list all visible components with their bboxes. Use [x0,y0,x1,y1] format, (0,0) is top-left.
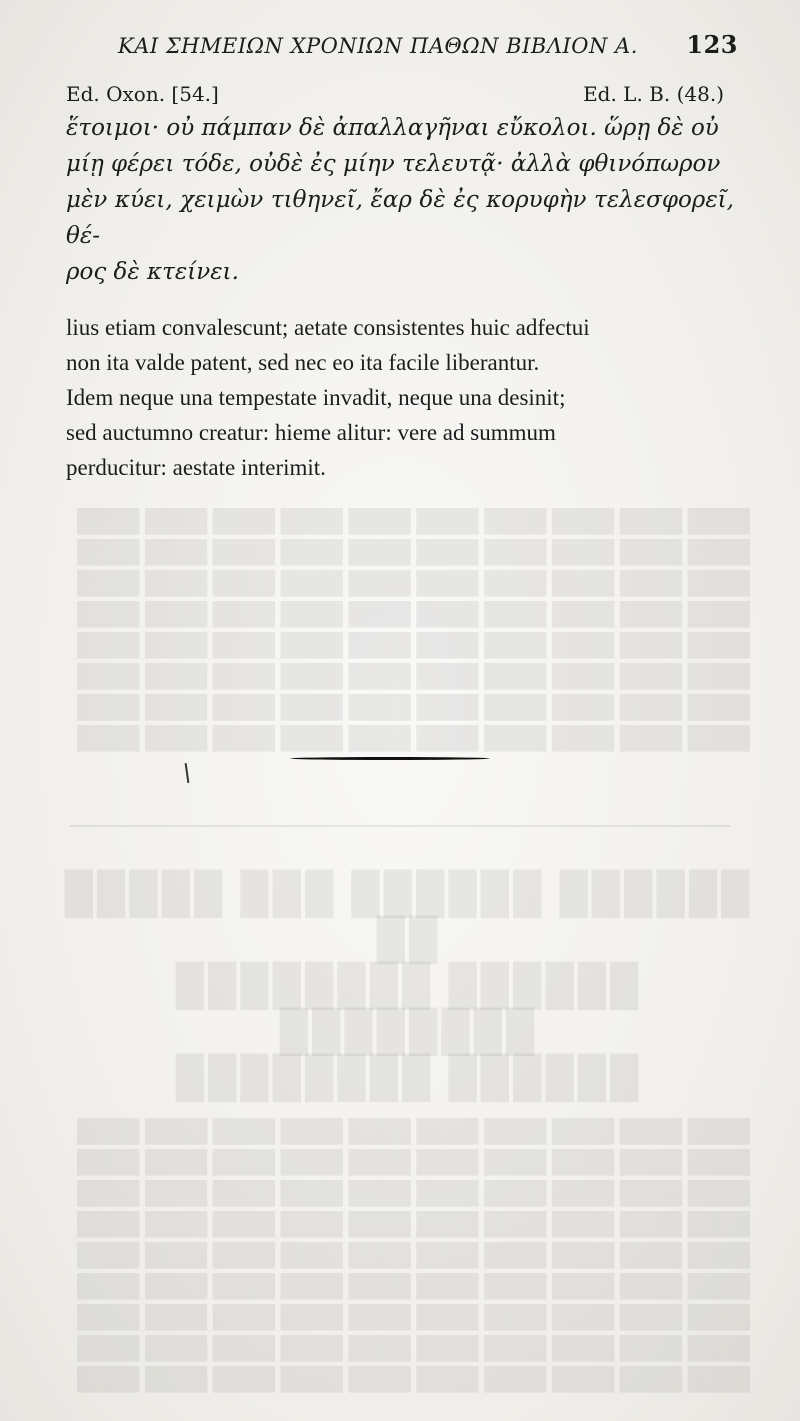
latin-text-block [66,310,734,485]
latin-line: non ita valde patent, sed nec eo ita facile liberantur. [66,350,540,375]
running-title: ΚΑΙ ΣΗΜΕΙΩΝ ΧΡΟΝΙΩΝ ΠΑΘΩΝ ΒΙΒΛΙΟΝ Α. [118,34,638,58]
latin-line: sed auctumno creatur: hieme alitur: vere ad summum [66,420,556,445]
page-number: 123 [686,30,738,59]
bleed-through-heading: ██████ ██████ ███ █████ ██ ██████ ████████ ████████ ██████ ████████ [60,870,750,1099]
latin-line: lius etiam convalescunt; aetate consistentes huic adfectui [66,315,590,340]
stray-mark [185,763,190,783]
bleed-through-text-bottom: ████ ████ ████ ████ ████ ████ ████ ████ ████ ████ ████ ████ ████ ████ ████ ████ ████ ████ ████ ████ ████ ████ ████ ████ ████ ████ ████ ████ ████ ████ ████ ████ ████ ████ ████ ████ ████ ████ ████ ████ ████ ████ ████ ████ ████ ████ ████ ████ ████ ████ ████ ████ ████ ████ ████ ████ ████ ████ ████ ████ ████ ████ ████ ████ ████ ████ ████ ████ ████ ████ ████ ████ ████ ████ ████ ████ ████ ████ ████ ████ ████ ████ ████ ████ ████ ████ ████ ████ ████ ████ [77,1118,750,1391]
greek-line: μίῃ φέρει τόδε, οὐδὲ ἐς μίην τελευτᾷ· ἀλλὰ φθινόπωρον [66,151,721,177]
edition-right: Ed. L. B. (48.) [583,82,724,106]
running-header [118,30,738,59]
bleed-through-rule [70,825,730,827]
edition-left: Ed. Oxon. [54.] [66,82,219,106]
greek-line: ἕτοιμοι· οὐ πάμπαν δὲ ἀπαλλαγῆναι εὔκολοι. ὥρῃ δὲ οὐ [66,115,719,141]
greek-line: ρος δὲ κτείνει. [66,259,239,285]
edition-references [66,82,724,106]
greek-text-block [66,110,734,290]
latin-line: perducitur: aestate interimit. [66,455,326,480]
latin-line: Idem neque una tempestate invadit, neque una desinit; [66,385,566,410]
greek-line: μὲν κύει, χειμὼν τιθηνεῖ, ἔαρ δὲ ἐς κορυφὴν τελεσφορεῖ, θέ- [66,187,734,249]
bleed-through-text-top: ████ ████ ████ ████ ████ ████ ████ ████ ████ ████ ████ ████ ████ ████ ████ ████ ████ ████ ████ ████ ████ ████ ████ ████ ████ ████ ████ ████ ████ ████ ████ ████ ████ ████ ████ ████ ████ ████ ████ ████ ████ ████ ████ ████ ████ ████ ████ ████ ████ ████ ████ ████ ████ ████ ████ ████ ████ ████ ████ ████ ████ ████ ████ ████ ████ ████ ████ ████ ████ ████ ████ ████ ████ ████ ████ ████ ████ ████ ████ ████ [77,508,750,750]
section-divider-rule [290,757,490,760]
